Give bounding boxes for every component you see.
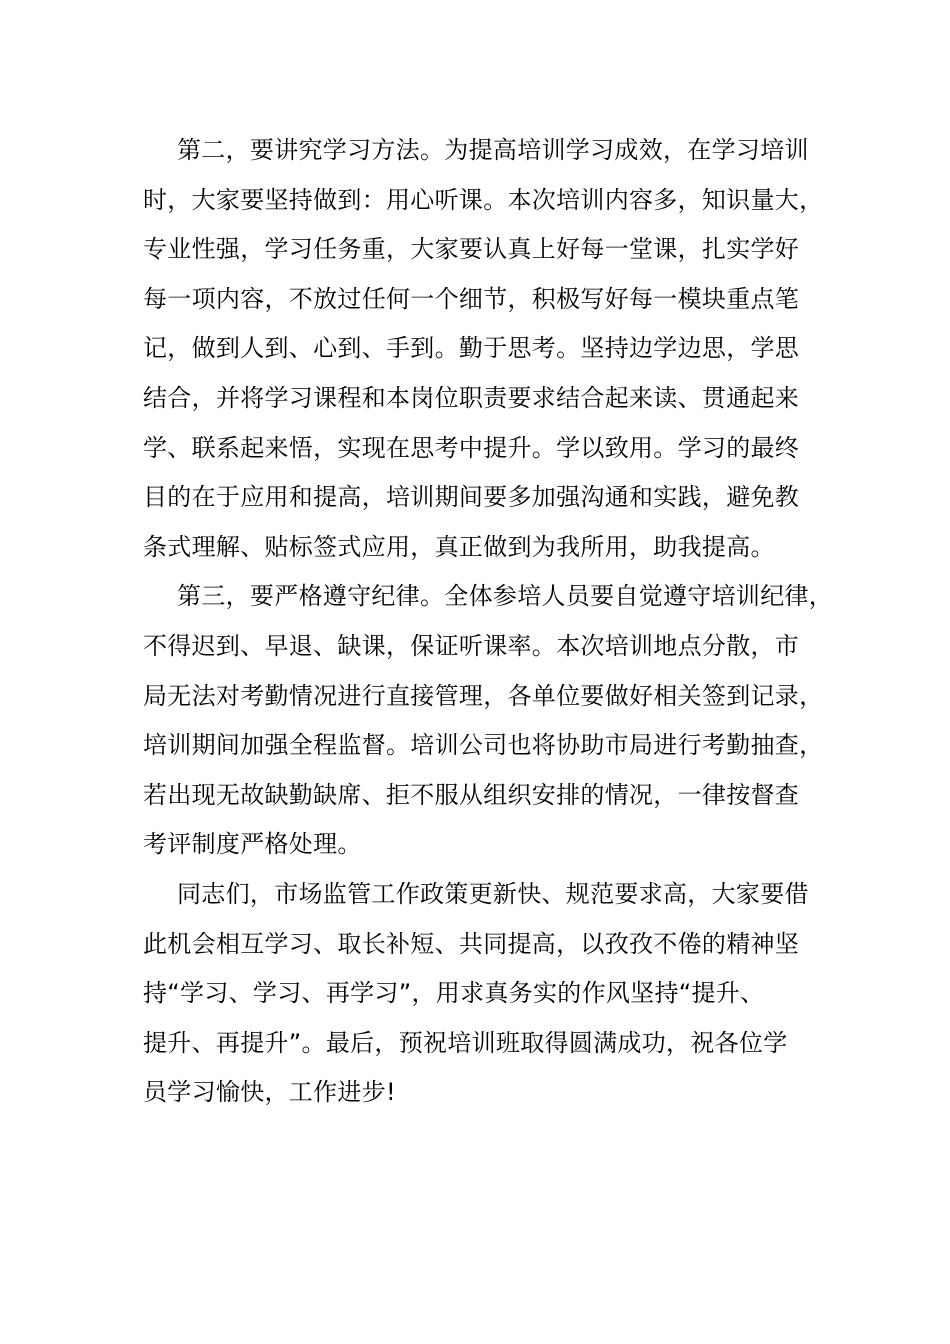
paragraph-line: 若出现无故缺勤缺席、拒不服从组织安排的情况，一律按督查 (143, 780, 800, 809)
paragraph-line: 结合，并将学习课程和本岗位职责要求结合起来读、贯通起来 (143, 383, 800, 412)
paragraph-line: 记，做到人到、心到、手到。勤于思考。坚持边学边思，学思 (143, 334, 800, 363)
paragraph-line: 目的在于应用和提高，培训期间要多加强沟通和实践，避免教 (143, 483, 800, 512)
paragraph-line: 同志们，市场监管工作政策更新快、规范要求高，大家要借 (177, 879, 809, 908)
document-body (143, 126, 834, 1118)
paragraph-line: 不得迟到、早退、缺课，保证听课率。本次培训地点分散，市 (143, 631, 800, 660)
paragraph-line: 学、联系起来悟，实现在思考中提升。学以致用。学习的最终 (143, 433, 800, 462)
paragraph-line: 专业性强，学习任务重，大家要认真上好每一堂课，扎实学好 (143, 235, 800, 264)
paragraph-line: 考评制度严格处理。 (143, 830, 362, 859)
paragraph-line: 此机会相互学习、取长补短、共同提高，以孜孜不倦的精神坚 (143, 929, 800, 958)
paragraph-line: 培训期间加强全程监督。培训公司也将协助市局进行考勤抽查， (143, 731, 824, 760)
paragraph-line: 局无法对考勤情况进行直接管理，各单位要做好相关签到记录， (143, 681, 824, 710)
paragraph-line: 每一项内容，不放过任何一个细节，积极写好每一模块重点笔 (143, 284, 800, 313)
paragraph-line: 条式理解、贴标签式应用，真正做到为我所用，助我提高。 (143, 532, 775, 561)
paragraph-line: 员学习愉快，工作进步! (143, 1078, 396, 1107)
paragraph-line: 提升、再提升”。最后，预祝培训班取得圆满成功，祝各位学 (143, 1028, 788, 1057)
paragraph-line: 第二，要讲究学习方法。为提高培训学习成效，在学习培训 (177, 136, 809, 164)
paragraph-line: 第三，要严格遵守纪律。全体参培人员要自觉遵守培训纪律， (177, 582, 834, 611)
paragraph-line: 持“学习、学习、再学习”，用求真务实的作风坚持“提升、 (143, 979, 765, 1008)
paragraph-line: 时，大家要坚持做到：用心听课。本次培训内容多，知识量大， (143, 185, 824, 214)
